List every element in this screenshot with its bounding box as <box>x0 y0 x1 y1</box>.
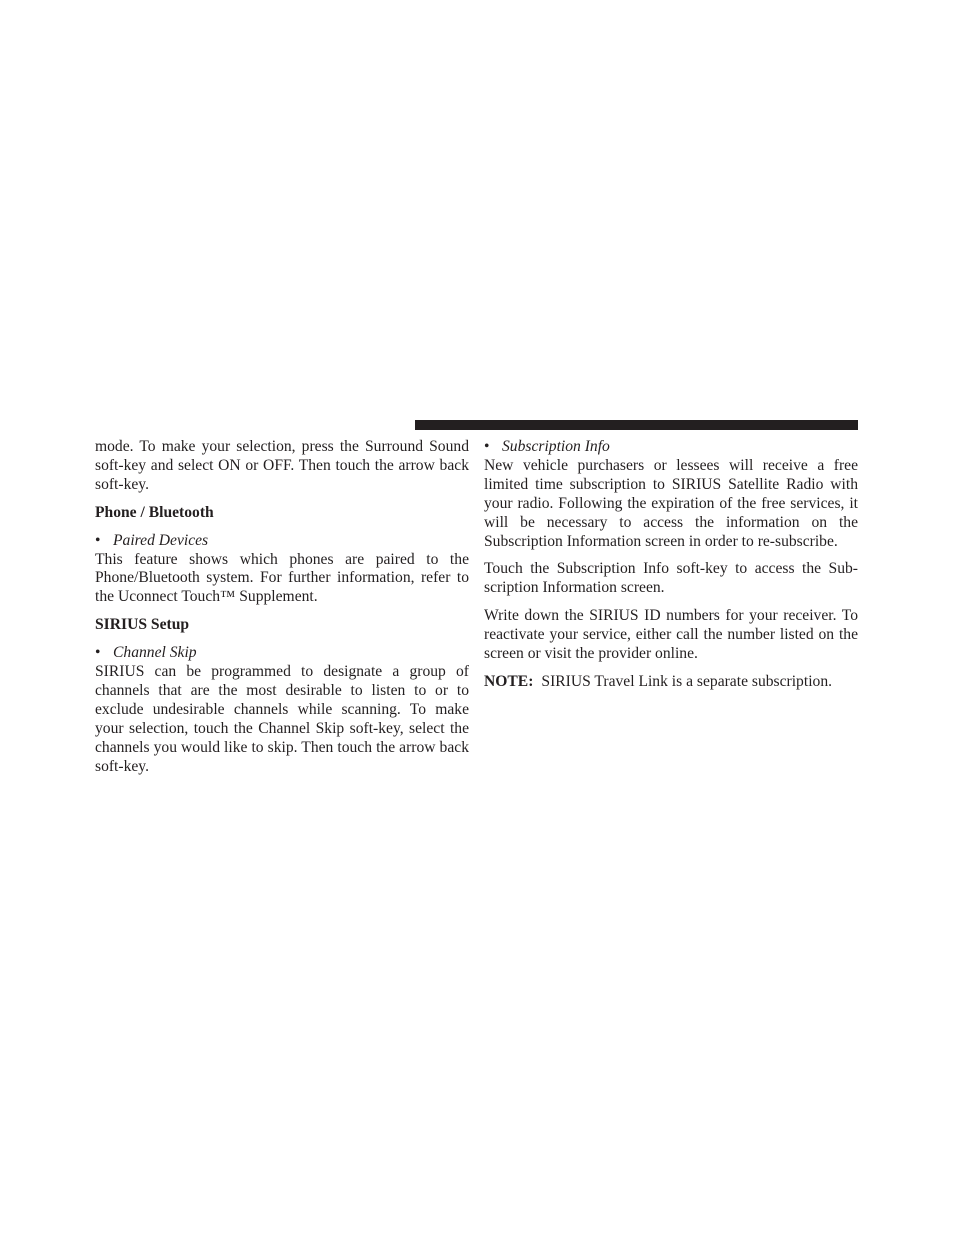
bullet-icon: • <box>484 438 490 455</box>
right-column <box>484 438 858 692</box>
left-column <box>95 438 469 777</box>
intro-paragraph: mode. To make your selection, press the Surround Sound soft-key and select ON or OFF. Then touch the arrow back soft-key. <box>95 438 469 493</box>
channel-skip-label: Channel Skip <box>113 644 197 662</box>
channel-skip-paragraph: SIRIUS can be programmed to designate a group of channels that are the most desirable to listen to or to exclude undesirable channels while scanning. To make your selection, touch the Channel Skip soft-key, select the channels you would like to skip. Then touch the arrow back soft-key. <box>95 663 469 775</box>
note-text: SIRIUS Travel Link is a separate subscription. <box>541 672 833 690</box>
note-label: NOTE: <box>484 672 534 690</box>
paired-devices-paragraph: This feature shows which phones are paired to the Phone/Bluetooth system. For further information, refer to the Uconnect Touch™ Supplement. <box>95 550 469 606</box>
subscription-info-paragraph: New vehicle purchasers or lessees will receive a free limited time subscription to SIRIUS Satellite Radio with your radio. Following the expiration of the free services, it will be necessary to access the information on the Subscription Information screen in order to re-subscribe. <box>484 456 858 550</box>
channel-skip-bullet <box>95 644 469 663</box>
header-bar <box>415 420 858 430</box>
paired-devices-bullet <box>95 532 469 551</box>
touch-subscription-paragraph: Touch the Subscription Info soft-key to access the Sub-scription Information screen. <box>484 560 858 597</box>
bullet-icon: • <box>95 531 101 549</box>
note-paragraph <box>484 673 858 692</box>
paired-devices-label: Paired Devices <box>113 531 209 549</box>
phone-bluetooth-heading: Phone / Bluetooth <box>95 503 214 521</box>
sirius-setup-heading: SIRIUS Setup <box>95 616 190 634</box>
subscription-info-bullet <box>484 438 858 457</box>
subscription-info-label: Subscription Info <box>502 438 610 455</box>
bullet-icon: • <box>95 644 101 662</box>
write-down-paragraph: Write down the SIRIUS ID numbers for your receiver. To reactivate your service, either call the number listed on the screen or visit the provider online. <box>484 607 858 663</box>
